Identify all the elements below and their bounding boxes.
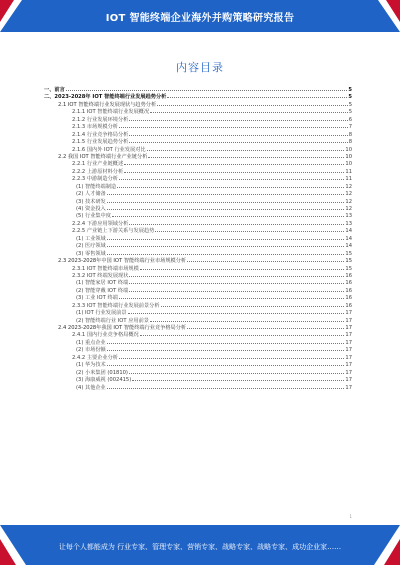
toc-entry-page: 16 (345, 302, 352, 309)
toc-dot-leader (107, 350, 345, 351)
report-title: IOT 智能终端企业海外并购策略研究报告 (105, 13, 295, 24)
toc-entry-page: 8 (348, 139, 352, 146)
toc-entry-page: 17 (345, 384, 352, 391)
toc-dot-leader (140, 269, 345, 270)
toc-entry-title: (1) 重点企业 (76, 339, 106, 346)
toc-dot-leader (132, 380, 344, 381)
toc-entry[interactable] (44, 310, 352, 317)
toc-dot-leader (129, 283, 344, 284)
toc-dot-leader (107, 202, 345, 203)
toc-entry-title: 2.3.3 IOT 智能终端行业发展前景分析 (72, 302, 160, 309)
toc-entry-page: 14 (345, 243, 352, 250)
toc-entry-title: 2.1.3 市场规模分析 (72, 124, 118, 131)
toc-entry[interactable] (44, 377, 352, 384)
toc-dot-leader (107, 194, 345, 195)
toc-entry-page: 5 (348, 87, 352, 93)
toc-entry-page: 17 (345, 354, 352, 361)
toc-entry-title: 2.1.6 国内外 IOT 行业发展对比 (72, 146, 146, 153)
toc-entry-title: 一、前言 (44, 87, 65, 93)
toc-entry-page: 17 (345, 369, 352, 376)
toc-entry[interactable] (44, 184, 352, 191)
toc-entry-page: 12 (345, 183, 352, 190)
toc-dot-leader (150, 321, 344, 322)
toc-entry-title: (4) 资金投入 (76, 206, 106, 212)
toc-entry[interactable] (44, 191, 352, 198)
toc-dot-leader (117, 187, 344, 188)
toc-entry[interactable] (44, 280, 352, 287)
toc-entry-page: 14 (345, 235, 352, 242)
toc-entry-page: 8 (348, 131, 352, 138)
toc-entry[interactable] (44, 385, 352, 392)
toc-entry-title: 2.3.2 IOT 终端发展现状 (72, 272, 129, 279)
toc-dot-leader (107, 343, 345, 344)
toc-entry[interactable] (44, 303, 352, 310)
toc-entry-page: 11 (345, 168, 352, 175)
toc-entry-title: (3) 工业 IOT 终端 (76, 295, 118, 302)
toc-entry-page: 5 (348, 109, 352, 116)
toc-entry-page: 17 (345, 347, 352, 354)
toc-entry[interactable] (44, 251, 352, 258)
toc-entry-title: (4) 其他企业 (76, 384, 106, 391)
toc-entry-page: 5 (348, 101, 352, 108)
toc-dot-leader (119, 358, 344, 359)
toc-entry-title: 2.4.1 国内行业竞争格局概况 (72, 332, 139, 339)
toc-entry-title: (3) 零售领域 (76, 250, 106, 257)
toc-entry-page: 12 (345, 206, 352, 212)
toc-entry-title: 2.4.2 主要企业分析 (72, 354, 118, 361)
toc-entry-title: 2.4 2023-2028年我国 IOT 智能终端行业竞争格局分析 (58, 325, 187, 331)
toc-dot-leader (129, 135, 347, 136)
toc-entry-title: 二、2023-2028年 IOT 智能终端行业发展趋势分析 (44, 94, 167, 101)
toc-entry-title: 2.2.3 中游制造分析 (72, 176, 118, 183)
toc-entry[interactable] (44, 213, 352, 220)
toc-entry-title: 2.2.2 上游原材料分析 (72, 168, 124, 175)
toc-entry-title: (1) 智能家居 IOT 终端 (76, 280, 129, 287)
toc-entry-page: 17 (345, 317, 352, 324)
toc-entry[interactable] (44, 332, 352, 339)
toc-dot-leader (124, 164, 344, 165)
toc-dot-leader (129, 276, 344, 277)
toc-entry-page: 17 (345, 362, 352, 369)
toc-dot-leader (129, 373, 344, 374)
toc-dot-leader (148, 157, 344, 158)
toc-dot-leader (107, 388, 345, 389)
toc-dot-leader (150, 112, 348, 113)
toc-dot-leader (140, 335, 345, 336)
toc-entry-page: 12 (345, 198, 352, 205)
toc-entry[interactable] (44, 124, 352, 131)
toc-entry[interactable] (44, 109, 352, 116)
toc-dot-leader (107, 209, 345, 210)
toc-entry-page: 16 (345, 295, 352, 302)
toc-entry-title: 2.1.1 IOT 智能终端行业发展概况 (72, 109, 150, 116)
toc-dot-leader (187, 261, 344, 262)
toc-entry-title: 2.3 2023-2028年中国 IOT 智能终端行业市场规模分析 (58, 258, 187, 265)
toc-entry-title: (5) 行业集中度 (76, 213, 111, 220)
toc-entry-page: 17 (345, 332, 352, 339)
toc-entry-page: 14 (345, 228, 352, 235)
toc-entry-page: 11 (345, 176, 352, 183)
toc-entry-page: 16 (345, 272, 352, 279)
toc-entry[interactable] (44, 258, 352, 265)
toc-entry[interactable] (44, 318, 352, 325)
toc-entry-title: (2) 智能终端行业 IOT 应用前景 (76, 317, 149, 324)
toc-dot-leader (112, 216, 344, 217)
toc-entry[interactable] (44, 243, 352, 250)
toc-entry-title: (1) 工业领域 (76, 235, 106, 242)
toc-entry[interactable] (44, 94, 352, 101)
toc-entry-title: 2.3.1 IOT 智能终端市场规模 (72, 265, 139, 272)
toc-entry[interactable] (44, 199, 352, 206)
toc-entry[interactable] (44, 132, 352, 139)
toc-entry[interactable] (44, 139, 352, 146)
toc-dot-leader (107, 254, 345, 255)
toc-entry[interactable] (44, 362, 352, 369)
toc-entry-title: 2.2.5 产业链上下游关系与发展趋势 (72, 228, 155, 235)
toc-dot-leader (129, 291, 344, 292)
toc-entry-title: (1) IOT 行业发展前景 (76, 310, 127, 317)
toc-dot-leader (128, 313, 345, 314)
toc-entry-page: 12 (345, 191, 352, 198)
toc-entry-page: 5 (348, 94, 352, 101)
toc-dot-leader (119, 298, 345, 299)
toc-entry-title: (2) 智能穿戴 IOT 终端 (76, 287, 129, 294)
toc-dot-leader (157, 105, 348, 106)
toc-dot-leader (107, 246, 345, 247)
toc-dot-leader (147, 150, 345, 151)
toc-dot-leader (155, 231, 344, 232)
toc-entry-title: (2) 市场份额 (76, 347, 106, 354)
toc-entry-title: (2) 医疗领域 (76, 243, 106, 250)
toc-entry-title: 2.1 IOT 智能终端行业发展现状与趋势分析 (58, 101, 157, 108)
toc-entry[interactable] (44, 347, 352, 354)
toc-entry-page: 15 (345, 265, 352, 272)
toc-dot-leader (124, 172, 344, 173)
toc-entry-title: 2.2 我国 IOT 智能终端行业产业链分析 (58, 153, 148, 160)
toc-entry[interactable] (44, 147, 352, 154)
toc-entry-page: 17 (345, 339, 352, 346)
table-of-contents (44, 87, 352, 392)
toc-entry-title: (3) 技术研发 (76, 198, 106, 205)
toc-entry[interactable] (44, 228, 352, 235)
toc-dot-leader (161, 306, 345, 307)
toc-dot-leader (107, 365, 345, 366)
toc-entry-page: 10 (345, 161, 352, 168)
toc-entry-title: (2) 小米集团 (01810) (76, 369, 128, 376)
toc-dot-leader (129, 142, 347, 143)
toc-entry[interactable] (44, 176, 352, 183)
toc-entry-title: 2.1.5 行业发展趋势分析 (72, 139, 129, 146)
toc-dot-leader (66, 90, 348, 91)
toc-entry[interactable] (44, 266, 352, 273)
toc-entry-title: (1) 智能终端制造 (76, 183, 117, 190)
toc-entry-page: 15 (345, 250, 352, 257)
page-number: 1 (349, 514, 352, 519)
toc-entry-title: (2) 人才储备 (76, 191, 106, 198)
toc-entry-title: (3) 海康威视 (002415) (76, 377, 132, 384)
toc-entry-page: 17 (345, 310, 352, 317)
toc-entry-title: 2.2.4 下游应用领域分析 (72, 220, 129, 227)
toc-entry-page: 16 (345, 280, 352, 287)
toc-entry-page: 15 (345, 258, 352, 265)
toc-entry-title: (1) 华为技术 (76, 362, 106, 369)
toc-entry[interactable] (44, 161, 352, 168)
toc-entry-page: 16 (345, 287, 352, 294)
toc-dot-leader (119, 127, 348, 128)
toc-entry-page: 6 (348, 116, 352, 123)
toc-entry-page: 17 (345, 325, 352, 331)
toc-dot-leader (129, 224, 344, 225)
toc-entry-page: 13 (345, 213, 352, 220)
toc-dot-leader (187, 328, 344, 329)
toc-entry[interactable] (44, 295, 352, 302)
toc-dot-leader (107, 239, 345, 240)
toc-dot-leader (129, 120, 347, 121)
toc-heading: 内容目录 (176, 61, 224, 74)
toc-dot-leader (119, 179, 344, 180)
toc-entry-title: 2.1.2 行业发展环境分析 (72, 116, 129, 123)
toc-entry-title: 2.2.1 行业产业链概述 (72, 161, 124, 168)
toc-entry-title: 2.1.4 行业竞争格局分析 (72, 131, 129, 138)
footer-slogan: 让每个人都能成为 行业专家、管理专家、营销专家、战略专家、战略专家、成功企业家…… (58, 543, 342, 551)
toc-dot-leader (167, 97, 347, 98)
toc-entry[interactable] (44, 370, 352, 377)
toc-entry-page: 13 (345, 220, 352, 227)
toc-entry-page: 10 (345, 153, 352, 160)
toc-entry-page: 7 (348, 124, 352, 131)
toc-entry-page: 17 (345, 377, 352, 384)
toc-entry-page: 10 (345, 146, 352, 153)
